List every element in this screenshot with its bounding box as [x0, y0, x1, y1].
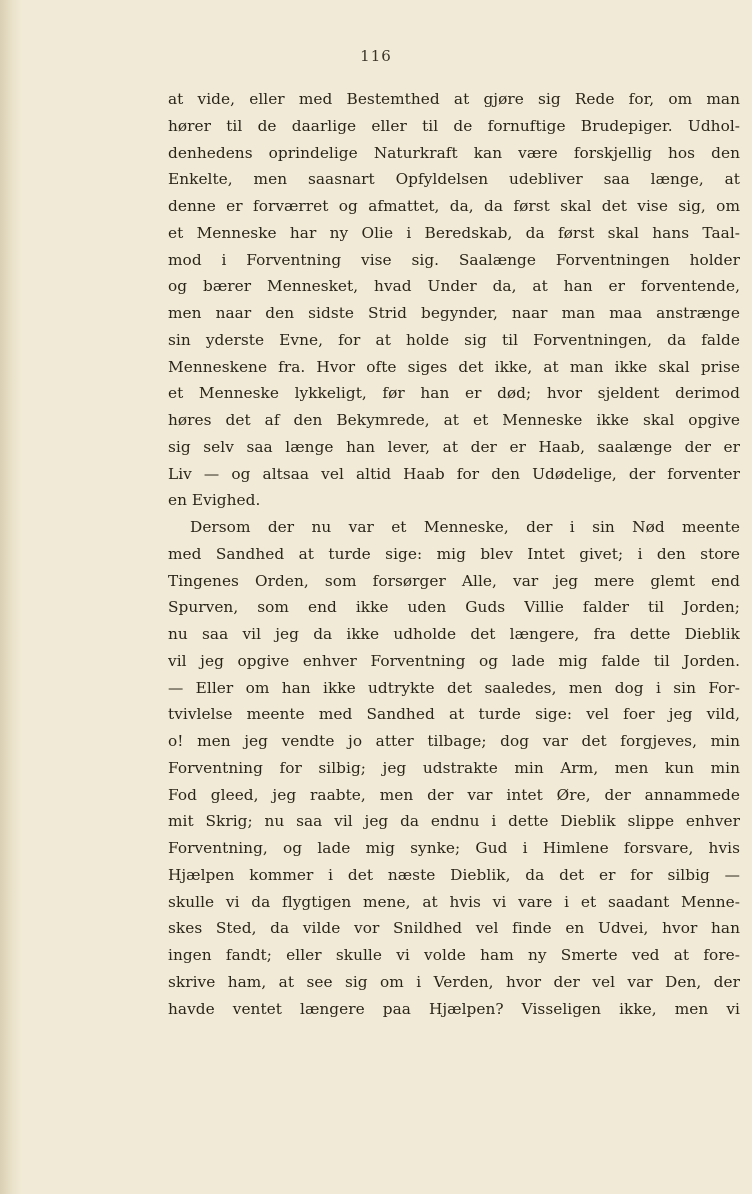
text-line: et Menneske har ny Olie i Beredskab, da først skal hans Taal- — [168, 223, 740, 242]
text-line: Tingenes Orden, som forsørger Alle, var jeg mere glemt end — [168, 571, 740, 590]
text-line: høres det af den Bekymrede, at et Menneske ikke skal opgive — [168, 411, 740, 429]
text-line: sin yderste Evne, for at holde sig til Forventningen, da falde — [168, 330, 740, 349]
paragraph-start-line: Dersom der nu var et Menneske, der i sin Nød meente — [190, 518, 740, 536]
text-line: sig selv saa længe han lever, at der er Haab, saalænge der er — [168, 437, 740, 456]
page-number: 116 — [360, 47, 392, 65]
text-line: nu saa vil jeg da ikke udholde det længere, fra dette Dieblik — [168, 625, 740, 643]
text-line: Spurven, som end ikke uden Guds Villie falder til Jorden; — [168, 598, 740, 617]
text-line: at vide, eller med Bestemthed at gjøre sig Rede for, om man — [168, 90, 740, 108]
text-line: hører til de daarlige eller til de fornuftige Brudepiger. Udhol- — [168, 116, 740, 135]
text-line: Enkelte, men saasnart Opfyldelsen udebliver saa længe, at — [168, 170, 740, 189]
text-line: skes Sted, da vilde vor Snildhed vel finde en Udvei, hvor han — [168, 919, 740, 938]
text-line: denne er forværret og afmattet, da, da først skal det vise sig, om — [168, 197, 740, 215]
text-line: Fod gleed, jeg raabte, men der var intet Øre, der annammede — [168, 785, 740, 804]
text-line: Forventning, og lade mig synke; Gud i Himlene forsvare, hvis — [168, 839, 740, 857]
text-line: men naar den sidste Strid begynder, naar man maa anstrænge — [168, 304, 740, 322]
text-line: ingen fandt; eller skulle vi volde ham ny Smerte ved at fore- — [168, 946, 740, 964]
text-line: mit Skrig; nu saa vil jeg da endnu i dette Dieblik slippe enhver — [168, 812, 740, 831]
text-line: og bærer Mennesket, hvad Under da, at han er forventende, — [168, 277, 740, 296]
text-line: Hjælpen kommer i det næste Dieblik, da det er for silbig — — [168, 865, 740, 884]
text-line: mod i Forventning vise sig. Saalænge Forventningen holder — [168, 250, 740, 269]
body-text — [168, 86, 740, 1022]
text-line: denhedens oprindelige Naturkraft kan være forskjellig hos den — [168, 143, 740, 162]
text-line: et Menneske lykkeligt, før han er død; hvor sjeldent derimod — [168, 384, 740, 403]
text-line: Forventning for silbig; jeg udstrakte min Arm, men kun min — [168, 758, 740, 777]
text-line: o! men jeg vendte jo atter tilbage; dog var det forgjeves, min — [168, 732, 740, 750]
text-line: Liv — og altsaa vel altid Haab for den Udødelige, der forventer — [168, 464, 740, 483]
page-binding-edge — [0, 0, 22, 1194]
text-line: vil jeg opgive enhver Forventning og lade mig falde til Jorden. — [168, 651, 740, 670]
text-line: tvivlelse meente med Sandhed at turde sige: vel foer jeg vild, — [168, 705, 740, 724]
text-line: en Evighed. — [168, 491, 261, 510]
text-line: skulle vi da flygtigen mene, at hvis vi vare i et saadant Menne- — [168, 892, 740, 911]
text-line: skrive ham, at see sig om i Verden, hvor der vel var Den, der — [168, 972, 740, 991]
text-line: med Sandhed at turde sige: mig blev Intet givet; i den store — [168, 544, 740, 563]
text-line: Menneskene fra. Hvor ofte siges det ikke, at man ikke skal prise — [168, 357, 740, 376]
text-line: havde ventet længere paa Hjælpen? Visseligen ikke, men vi — [168, 999, 740, 1018]
text-line: — Eller om han ikke udtrykte det saaledes, men dog i sin For- — [168, 678, 740, 697]
